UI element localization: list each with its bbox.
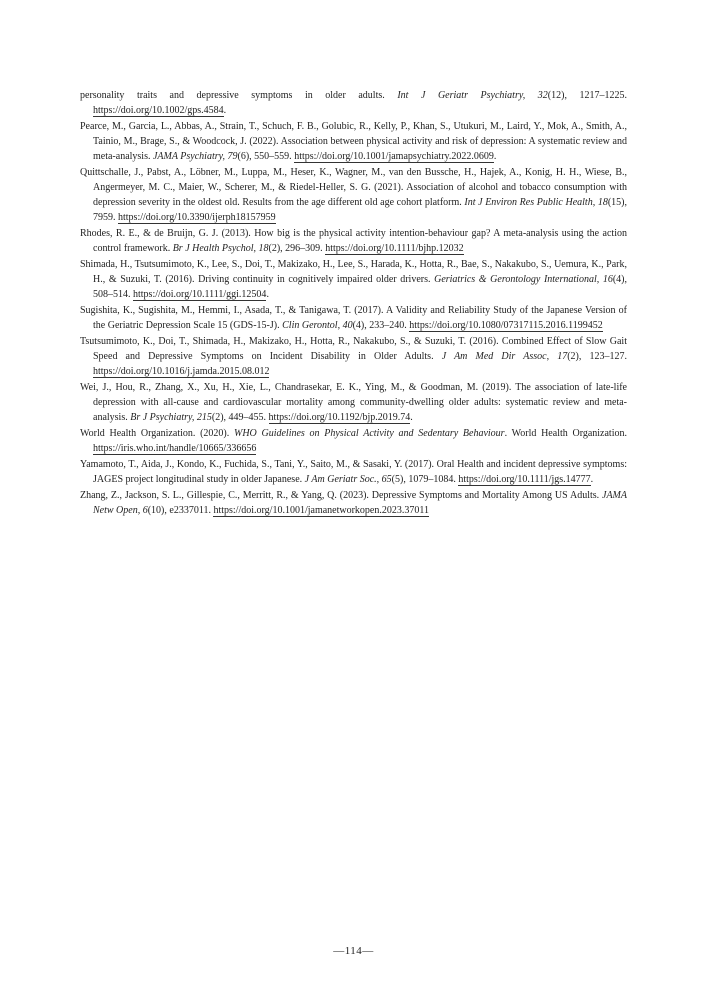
- doi-link[interactable]: https://doi.org/10.1002/gps.4584: [93, 105, 224, 116]
- reference-entry: [80, 119, 627, 164]
- doi-link[interactable]: https://doi.org/10.1111/ggi.12504: [133, 289, 267, 300]
- reference-end: .: [590, 474, 594, 485]
- reference-text: Wei, J., Hou, R., Zhang, X., Xu, H., Xie, L., Chandrasekar, E. K., Ying, M., & Goodman, M. (2019). The association of late-life depression with all-cause and cardiovascular mortality among community-dwelling older adults: systematic review and meta-analysis.: [80, 382, 627, 423]
- reference-journal: J Am Med Dir Assoc, 17: [441, 351, 568, 362]
- reference-entry: [80, 380, 627, 425]
- reference-text: Yamamoto, T., Aida, J., Kondo, K., Fuchida, S., Tani, Y., Saito, M., & Sasaki, Y. (2017). Oral Health and incident depressive symptoms: JAGES project longitudinal study in older Japanese.: [80, 459, 627, 485]
- reference-journal: JAMA Psychiatry, 79: [152, 151, 238, 162]
- doi-link[interactable]: https://doi.org/10.1111/jgs.14777: [458, 474, 591, 485]
- reference-journal: JAMA Netw Open, 6: [93, 490, 627, 516]
- reference-details: (6), 550–559.: [237, 151, 295, 162]
- reference-journal: Int J Geriatr Psychiatry, 32: [397, 90, 548, 101]
- reference-details: (4), 233–240.: [352, 320, 410, 331]
- reference-details: (10), e2337011.: [147, 505, 214, 516]
- reference-details: (2), 123–127.: [567, 351, 627, 362]
- reference-journal: Clin Gerontol, 40: [282, 320, 353, 331]
- doi-link[interactable]: https://doi.org/10.1001/jamapsychiatry.2022.0609: [294, 151, 494, 162]
- reference-text: Tsutsumimoto, K., Doi, T., Shimada, H., Makizako, H., Hotta, R., Nakakubo, S., & Suzuki, T. (2016). Combined Effect of Slow Gait Speed and Depressive Symptoms on Incident Disability in Older Adults.: [80, 336, 627, 362]
- reference-text: personality traits and depressive symptoms in older adults.: [80, 90, 398, 101]
- reference-text: World Health Organization. (2020).: [80, 428, 234, 439]
- reference-text: Pearce, M., Garcia, L., Abbas, A., Strain, T., Schuch, F. B., Golubic, R., Kelly, P., Khan, S., Utukuri, M., Laird, Y., Mok, A., Smith, A., Tainio, M., Brage, S., & Woodcock, J. (2022). Association between physical activity and risk of depression: A systematic review and meta-analysis.: [80, 121, 627, 162]
- reference-entry: [80, 226, 627, 256]
- reference-text: Rhodes, R. E., & de Bruijn, G. J. (2013). How big is the physical activity intention-behaviour gap? A meta-analysis using the action control framework.: [80, 228, 627, 254]
- reference-entry: [80, 165, 627, 225]
- reference-text: Zhang, Z., Jackson, S. L., Gillespie, C., Merritt, R., & Yang, Q. (2023). Depressive Symptoms and Mortality Among US Adults.: [80, 490, 602, 501]
- reference-details: (12), 1217–1225.: [547, 90, 627, 101]
- reference-text: Shimada, H., Tsutsumimoto, K., Lee, S., Doi, T., Makizako, H., Lee, S., Harada, K., Hotta, R., Bae, S., Nakakubo, S., Uemura, K., Park, H., & Suzuki, T. (2016). Driving continuity in cognitively impaired older drivers.: [80, 259, 627, 285]
- reference-journal: Br J Psychiatry, 215: [130, 412, 212, 423]
- doi-link[interactable]: https://doi.org/10.1080/07317115.2016.1199452: [409, 320, 603, 331]
- reference-entry: [80, 457, 627, 487]
- doi-link[interactable]: https://doi.org/10.1111/bjhp.12032: [325, 243, 464, 254]
- doi-link[interactable]: https://doi.org/10.3390/ijerph18157959: [118, 212, 276, 223]
- reference-text: Sugishita, K., Sugishita, M., Hemmi, I., Asada, T., & Tanigawa, T. (2017). A Validity and Reliability Study of the Japanese Version of the Geriatric Depression Scale 15 (GDS-15-J).: [80, 305, 627, 331]
- reference-journal: Br J Health Psychol, 18: [172, 243, 269, 254]
- reference-details: (15), 7959.: [93, 197, 627, 223]
- reference-end: .: [410, 412, 413, 423]
- reference-entry: [80, 426, 627, 456]
- reference-details: (2), 296–309.: [268, 243, 326, 254]
- reference-entry: [80, 303, 627, 333]
- doi-link[interactable]: https://doi.org/10.1192/bjp.2019.74: [268, 412, 411, 423]
- reference-entry: [80, 488, 627, 518]
- reference-end: .: [493, 151, 497, 162]
- reference-list: [80, 88, 627, 519]
- reference-end: .: [223, 105, 227, 116]
- doi-link[interactable]: https://doi.org/10.1016/j.jamda.2015.08.012: [93, 366, 270, 377]
- reference-journal: WHO Guidelines on Physical Activity and Sedentary Behaviour: [233, 428, 505, 439]
- reference-journal: J Am Geriatr Soc., 65: [304, 474, 392, 485]
- doi-link[interactable]: https://iris.who.int/handle/10665/336656: [93, 443, 257, 454]
- reference-details: (5), 1079–1084.: [391, 474, 459, 485]
- reference-details: (2), 449–455.: [211, 412, 269, 423]
- reference-journal: Geriatrics & Gerontology International, 16: [434, 274, 613, 285]
- reference-entry: [80, 88, 627, 118]
- reference-entry: [80, 334, 627, 379]
- doi-link[interactable]: https://doi.org/10.1001/jamanetworkopen.2023.37011: [213, 505, 429, 516]
- reference-details: (4), 508–514.: [93, 274, 627, 300]
- reference-text: Quittschalle, J., Pabst, A., Löbner, M., Luppa, M., Heser, K., Wagner, M., van den Bussche, H., Hajek, A., Konig, H. H., Wiese, B., Angermeyer, M. C., Maier, W., Scherer, M., & Riedel-Heller, S. G. (2021). Association of alcohol and tobacco consumption with depression severity in the oldest old. Results from the age different old age cohort platform.: [80, 167, 627, 208]
- reference-journal: Int J Environ Res Public Health, 18: [464, 197, 608, 208]
- reference-entry: [80, 257, 627, 302]
- page-number: —114—: [333, 945, 374, 957]
- reference-details: . World Health Organization.: [504, 428, 627, 439]
- reference-end: .: [266, 289, 269, 300]
